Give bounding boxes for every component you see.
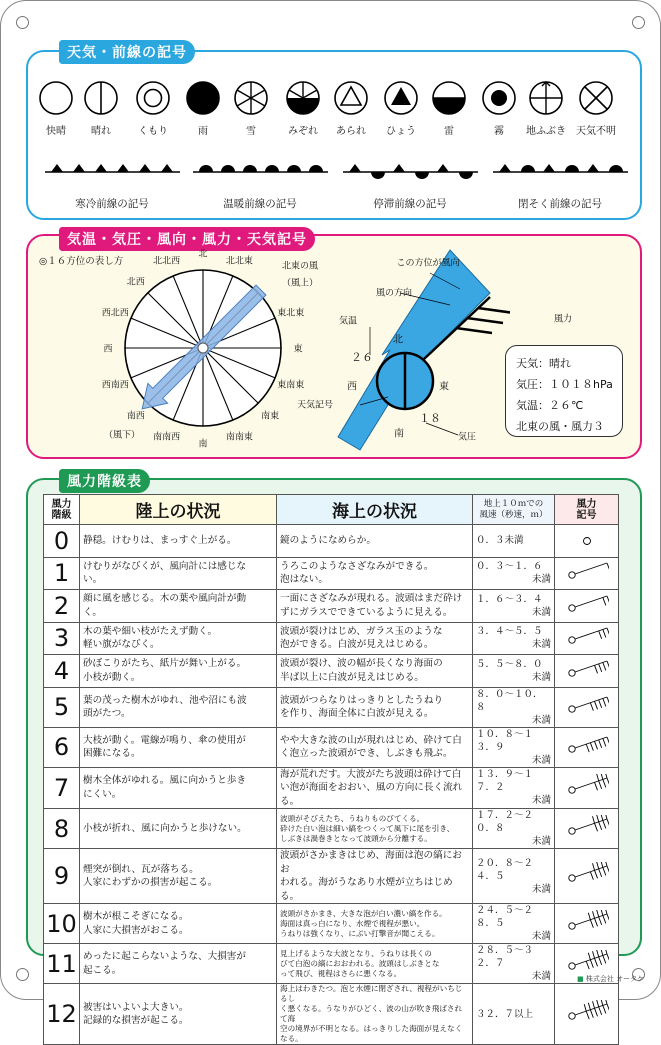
cold-front-icon <box>45 167 180 186</box>
front-label: 温暖前線の記号 <box>223 198 297 210</box>
wind-barb-icon <box>565 871 609 890</box>
direction-label: 南西 <box>126 411 145 422</box>
sea-condition: 一面にさざなみが現れる。波頭はまだ砕け ずにガラスでできているように見える。 <box>277 590 473 623</box>
wind-scale-row <box>44 557 619 590</box>
blowing-snow-icon <box>521 80 571 116</box>
mounting-hole <box>632 16 645 29</box>
sleet-icon <box>278 80 328 116</box>
wind-speed <box>473 687 555 727</box>
wind-speed <box>473 904 555 944</box>
wind-scale-row <box>44 904 619 944</box>
wind-level: 5 <box>44 687 80 727</box>
wind-speed <box>473 557 555 590</box>
weather-symbol-6 <box>326 80 376 137</box>
weather-symbol-4 <box>226 80 276 137</box>
header-speed: 地上１０ｍでの 風速（秒速，ｍ） <box>473 495 555 525</box>
direction-label: 東南東 <box>277 380 305 391</box>
stationary-front-icon <box>343 167 478 186</box>
land-condition: 葉の茂った樹木がゆれ、池や沼にも波 頭がたつ。 <box>80 687 277 727</box>
header-symbol: 風力 記号 <box>555 495 619 525</box>
sea-condition: 波頭が裂けはじめ、ガラス玉のような 泡ができる。白波が見えはじめる。 <box>277 622 473 655</box>
wind-barb <box>467 318 503 323</box>
header-sea: 海上の状況 <box>277 495 473 525</box>
land-condition: 樹木が根こそぎになる。 人家に大損害がおこる。 <box>80 904 277 944</box>
front-label: 停滞前線の記号 <box>373 198 447 210</box>
direction-label: 西北西 <box>101 308 129 319</box>
sea-condition: 波頭がそびえたち、うねりものびてくる。 砕けた白い泡は細い縞をつくって風下に尾を引き、 しぶきは渦巻きとなって波頭から分離する。 <box>277 809 473 849</box>
wind-force-symbol <box>555 622 619 655</box>
wind-barb-icon <box>565 601 609 620</box>
wind-force-symbol <box>555 809 619 849</box>
wind-barb-icon <box>565 702 609 721</box>
wind-barb-icon <box>565 568 609 587</box>
land-condition: 顔に風を感じる。木の葉や風向計が動 く。 <box>80 590 277 623</box>
direction-label: 北北西 <box>153 256 181 267</box>
upwind-label: （風上） <box>281 278 319 289</box>
wind-scale-row <box>44 655 619 688</box>
direction-label: 北北東 <box>225 256 253 267</box>
wind-speed <box>473 727 555 767</box>
weather-symbol-0 <box>31 80 81 137</box>
wind-barb <box>456 328 492 333</box>
cloudy-icon <box>128 80 178 116</box>
downwind-label: （風下） <box>103 430 141 441</box>
thunder-icon <box>424 80 474 116</box>
header-land: 陸上の状況 <box>80 495 277 525</box>
wind-force-symbol <box>555 590 619 623</box>
wind-speed-qualifier: 未満 <box>531 883 551 895</box>
wind-level: 12 <box>44 984 80 1045</box>
wind-level: 7 <box>44 767 80 809</box>
wind-level: 8 <box>44 809 80 849</box>
wind-speed-range: ３２．７以上 <box>476 1008 534 1020</box>
wind-force-symbol <box>555 525 619 558</box>
wind-barb <box>478 308 510 313</box>
info-temperature: 気温：２６℃ <box>516 399 584 412</box>
wind-speed-range: １３．９～１７．２ <box>476 769 534 794</box>
wind-barb-icon <box>565 1009 609 1028</box>
wind-level: 3 <box>44 622 80 655</box>
weather-symbol-label: 天気不明 <box>576 126 616 137</box>
land-condition: 砂ぼこりがたち、紙片が舞い上がる。 小枝が動く。 <box>80 655 277 688</box>
label-weather-symbol: 天気記号 <box>296 400 334 411</box>
diagram-south: 南 <box>394 428 404 440</box>
direction-label: 北 <box>198 249 208 260</box>
weather-info-box <box>505 345 623 437</box>
section-title-wind-scale: 風力階級表 <box>59 469 150 493</box>
wind-speed-range: １７．２～２０．８ <box>476 810 534 834</box>
land-condition: 樹木全体がゆれる。風に向かうと歩き にくい。 <box>80 767 277 809</box>
sea-condition: 海が荒れだす。大波がたち波頭は砕けて白 い泡が海面をおおい、風の方向に長く流れる。 <box>277 767 473 809</box>
land-condition: 小枝が折れ、風に向かうと歩けない。 <box>80 809 277 849</box>
wind-scale-row <box>44 944 619 984</box>
wind-level: 10 <box>44 904 80 944</box>
land-condition: 静穏。けむりは、まっすぐ上がる。 <box>80 525 277 558</box>
wind-barb-icon <box>565 824 609 843</box>
weather-symbol-label: 快晴 <box>46 126 66 137</box>
land-condition: めったに起こらないような、大損害が 起こる。 <box>80 944 277 984</box>
wind-scale-row <box>44 767 619 809</box>
weather-symbol-label: 晴れ <box>91 126 111 137</box>
land-condition: 煙突が倒れ、瓦が落ちる。 人家にわずかの損害が起こる。 <box>80 849 277 904</box>
wind-scale-row <box>44 687 619 727</box>
sea-condition: 見上げるような大波となり、うねりは長くの びて白泡の縞におおわれる。波頭はしぶきとな って飛び、視程はさらに悪くなる。 <box>277 944 473 984</box>
weather-symbol-2 <box>128 80 178 137</box>
section-title-weather-map: 気温・気圧・風向・風力・天気記号 <box>59 227 315 251</box>
wind-speed <box>473 590 555 623</box>
diagram-east: 東 <box>439 381 449 393</box>
sea-condition: 波頭がつらなりはっきりとしたうねり を作り、海面全体に白波が見える。 <box>277 687 473 727</box>
weather-symbol-8 <box>424 80 474 137</box>
wind-force-symbol <box>555 687 619 727</box>
warm-front-icon <box>193 167 328 186</box>
wind-speed-qualifier: 未満 <box>531 639 551 651</box>
wind-force-symbol <box>555 727 619 767</box>
info-weather: 天気：晴れ <box>516 357 571 370</box>
direction-label: 南南東 <box>225 432 253 443</box>
rain-icon <box>178 80 228 116</box>
wind-level: 0 <box>44 525 80 558</box>
sea-condition: やや大きな波の山が現れはじめ、砕けて白 く泡立った波頭ができ、しぶきも飛ぶ。 <box>277 727 473 767</box>
wind-force-symbol <box>555 984 619 1045</box>
wind-scale-row <box>44 525 619 558</box>
wind-scale-table <box>43 494 619 1045</box>
wind-barb-icon <box>565 919 609 938</box>
brand-logo: ■ 株式会社 オータケ <box>577 975 645 983</box>
sea-condition: 波頭がさかまき、大きな泡が白い濃い縞を作る。 海面は真っ白になり、水煙で視程が悪い。 うねりは強くなり、にぶい打撃音が聞こえる。 <box>277 904 473 944</box>
direction-label: 北西 <box>126 277 145 288</box>
pressure-value: １８ <box>419 412 441 425</box>
wind-speed-range: ０．３～１．６ <box>476 561 543 573</box>
wind-speed <box>473 849 555 904</box>
weather-symbol-7 <box>376 80 426 137</box>
direction-label: 南南西 <box>153 432 181 443</box>
weather-symbol-5 <box>278 80 328 137</box>
wind-speed-range: ８．０～１０．８ <box>476 688 543 713</box>
wind-scale-row <box>44 622 619 655</box>
land-condition: けむりがなびくが、風向計には感じな い。 <box>80 557 277 590</box>
label-wind-direction: 風の方向 <box>375 288 413 299</box>
wind-speed-range: ２０．８～２４．５ <box>476 857 534 882</box>
wind-speed <box>473 984 555 1045</box>
wind-level: 1 <box>44 557 80 590</box>
weather-symbol-label: みぞれ <box>288 126 318 137</box>
weather-symbol-label: あられ <box>336 126 366 137</box>
front-label: 寒冷前線の記号 <box>75 198 149 210</box>
wind-level: 9 <box>44 849 80 904</box>
wind-force-symbol <box>555 655 619 688</box>
wind-level: 4 <box>44 655 80 688</box>
wind-speed <box>473 809 555 849</box>
wind-force-symbol <box>555 557 619 590</box>
wind-speed <box>473 525 555 558</box>
section-title-weather-symbols: 天気・前線の記号 <box>59 40 195 64</box>
wind-speed-qualifier: 未満 <box>531 971 551 982</box>
front-label: 閉そく前線の記号 <box>518 198 602 210</box>
direction-label: 東北東 <box>277 308 305 319</box>
sunny-icon <box>76 80 126 116</box>
wind-from-label: 北東の風 <box>281 261 319 272</box>
ice-hail-icon <box>376 80 426 116</box>
weather-symbol-label: 雨 <box>198 126 208 137</box>
wind-speed-range: ２４．５～２８．５ <box>476 905 534 929</box>
sea-condition: 波頭が裂け、波の幅が長くなり海面の 半ば以上に白波が見えはじめる。 <box>277 655 473 688</box>
weather-symbol-label: 雷 <box>444 126 454 137</box>
info-wind: 北東の風・風力３ <box>516 420 604 433</box>
wind-level: 2 <box>44 590 80 623</box>
info-pressure: 気圧：１０１８hPa <box>516 378 613 391</box>
fog-icon <box>474 80 524 116</box>
unknown-weather-icon <box>571 80 621 116</box>
wind-speed-qualifier: 未満 <box>531 931 551 942</box>
wind-force-symbol <box>555 849 619 904</box>
mounting-hole <box>16 16 29 29</box>
wind-speed-range: ２８．５～３２．７ <box>476 945 534 969</box>
wind-speed-qualifier: 未満 <box>531 795 551 807</box>
land-condition: 大枝が動く。電線が鳴り、傘の使用が 困難になる。 <box>80 727 277 767</box>
land-condition: 被害はいよいよ大きい。 記録的な損害が起こる。 <box>80 984 277 1045</box>
sea-condition: 鏡のようになめらか。 <box>277 525 473 558</box>
clear-icon <box>31 80 81 116</box>
weather-symbol-9 <box>474 80 524 137</box>
compass-center <box>198 343 208 353</box>
occluded-front-icon <box>493 167 628 186</box>
front-0 <box>42 158 182 211</box>
direction-label: 東 <box>293 344 303 355</box>
weather-symbol-label: 地ふぶき <box>526 126 566 137</box>
sea-condition: 海上はわきたつ。泡と水煙に閉ざされ、視程がいちじるし く悪くなる。うなりがひどく、波の山が吹き飛ばされて海 空の境界が不明となる。はっきりした海面が見えなくなる。 <box>277 984 473 1045</box>
diagram-north: 北 <box>393 334 403 346</box>
wind-scale-row <box>44 984 619 1045</box>
sea-condition: うろこのようなさざなみができる。 泡はない。 <box>277 557 473 590</box>
wind-level: 11 <box>44 944 80 984</box>
wind-barb-icon <box>565 536 609 555</box>
weather-symbol-1 <box>76 80 126 137</box>
wind-speed-qualifier: 未満 <box>531 606 551 618</box>
front-2 <box>340 158 480 211</box>
wind-speed-range: １．６～３．４ <box>476 593 543 605</box>
label-wind-force: 風力 <box>553 314 573 325</box>
wind-barb-icon <box>565 783 609 802</box>
wind-speed-qualifier: 未満 <box>531 671 551 683</box>
diagram-west: 西 <box>347 381 357 393</box>
sea-condition: 波頭がさかまきはじめ、海面は泡の縞におお われる。海がうなあり水煙が立ちはじめる。 <box>277 849 473 904</box>
wind-speed <box>473 655 555 688</box>
snow-icon <box>226 80 276 116</box>
temperature-value: ２６ <box>351 351 373 364</box>
header-level: 風力 階級 <box>44 495 80 525</box>
wind-speed <box>473 767 555 809</box>
wind-speed-range: ３．４～５．５ <box>476 626 543 638</box>
wind-force-symbol <box>555 767 619 809</box>
land-condition: 木の葉や細い枝がたえず動く。 軽い旗がなびく。 <box>80 622 277 655</box>
wind-speed-range: ０．３未満 <box>476 535 524 547</box>
compass-caption: ◎１６方位の表し方 <box>39 256 124 267</box>
front-3 <box>490 158 630 211</box>
direction-label: 南東 <box>261 411 280 422</box>
wind-barb-icon <box>565 742 609 761</box>
direction-label: 西 <box>103 344 113 355</box>
weather-symbol-label: 霧 <box>494 126 504 137</box>
label-pressure: 気圧 <box>457 432 477 443</box>
wind-scale-row <box>44 727 619 767</box>
weather-symbol-3 <box>178 80 228 137</box>
weather-symbol-label: くもり <box>138 126 168 137</box>
weather-symbol-label: 雪 <box>246 126 256 137</box>
wind-level: 6 <box>44 727 80 767</box>
mounting-hole <box>16 968 29 981</box>
wind-speed-qualifier: 未満 <box>531 714 551 726</box>
wind-speed-range: ５．５～８．０ <box>476 658 543 670</box>
wind-scale-row <box>44 809 619 849</box>
wind-barb-icon <box>565 633 609 652</box>
direction-label: 南 <box>198 439 208 450</box>
wind-scale-row <box>44 849 619 904</box>
wind-speed-range: １０．８～１３．９ <box>476 728 534 753</box>
wind-speed <box>473 944 555 984</box>
front-1 <box>190 158 330 211</box>
weather-symbol-label: ひょう <box>386 126 416 137</box>
label-arrow-direction: この方位が風向 <box>396 258 460 269</box>
wind-speed-qualifier: 未満 <box>531 836 551 847</box>
direction-label: 西南西 <box>101 380 129 391</box>
wind-speed-qualifier: 未満 <box>531 574 551 586</box>
weather-symbol-11 <box>571 80 621 137</box>
wind-speed <box>473 622 555 655</box>
hail-icon <box>326 80 376 116</box>
weather-symbol-10 <box>521 80 571 137</box>
wind-force-symbol <box>555 904 619 944</box>
wind-barb-icon <box>565 666 609 685</box>
wind-speed-qualifier: 未満 <box>531 754 551 766</box>
label-temperature: 気温 <box>338 316 358 327</box>
wind-scale-row <box>44 590 619 623</box>
